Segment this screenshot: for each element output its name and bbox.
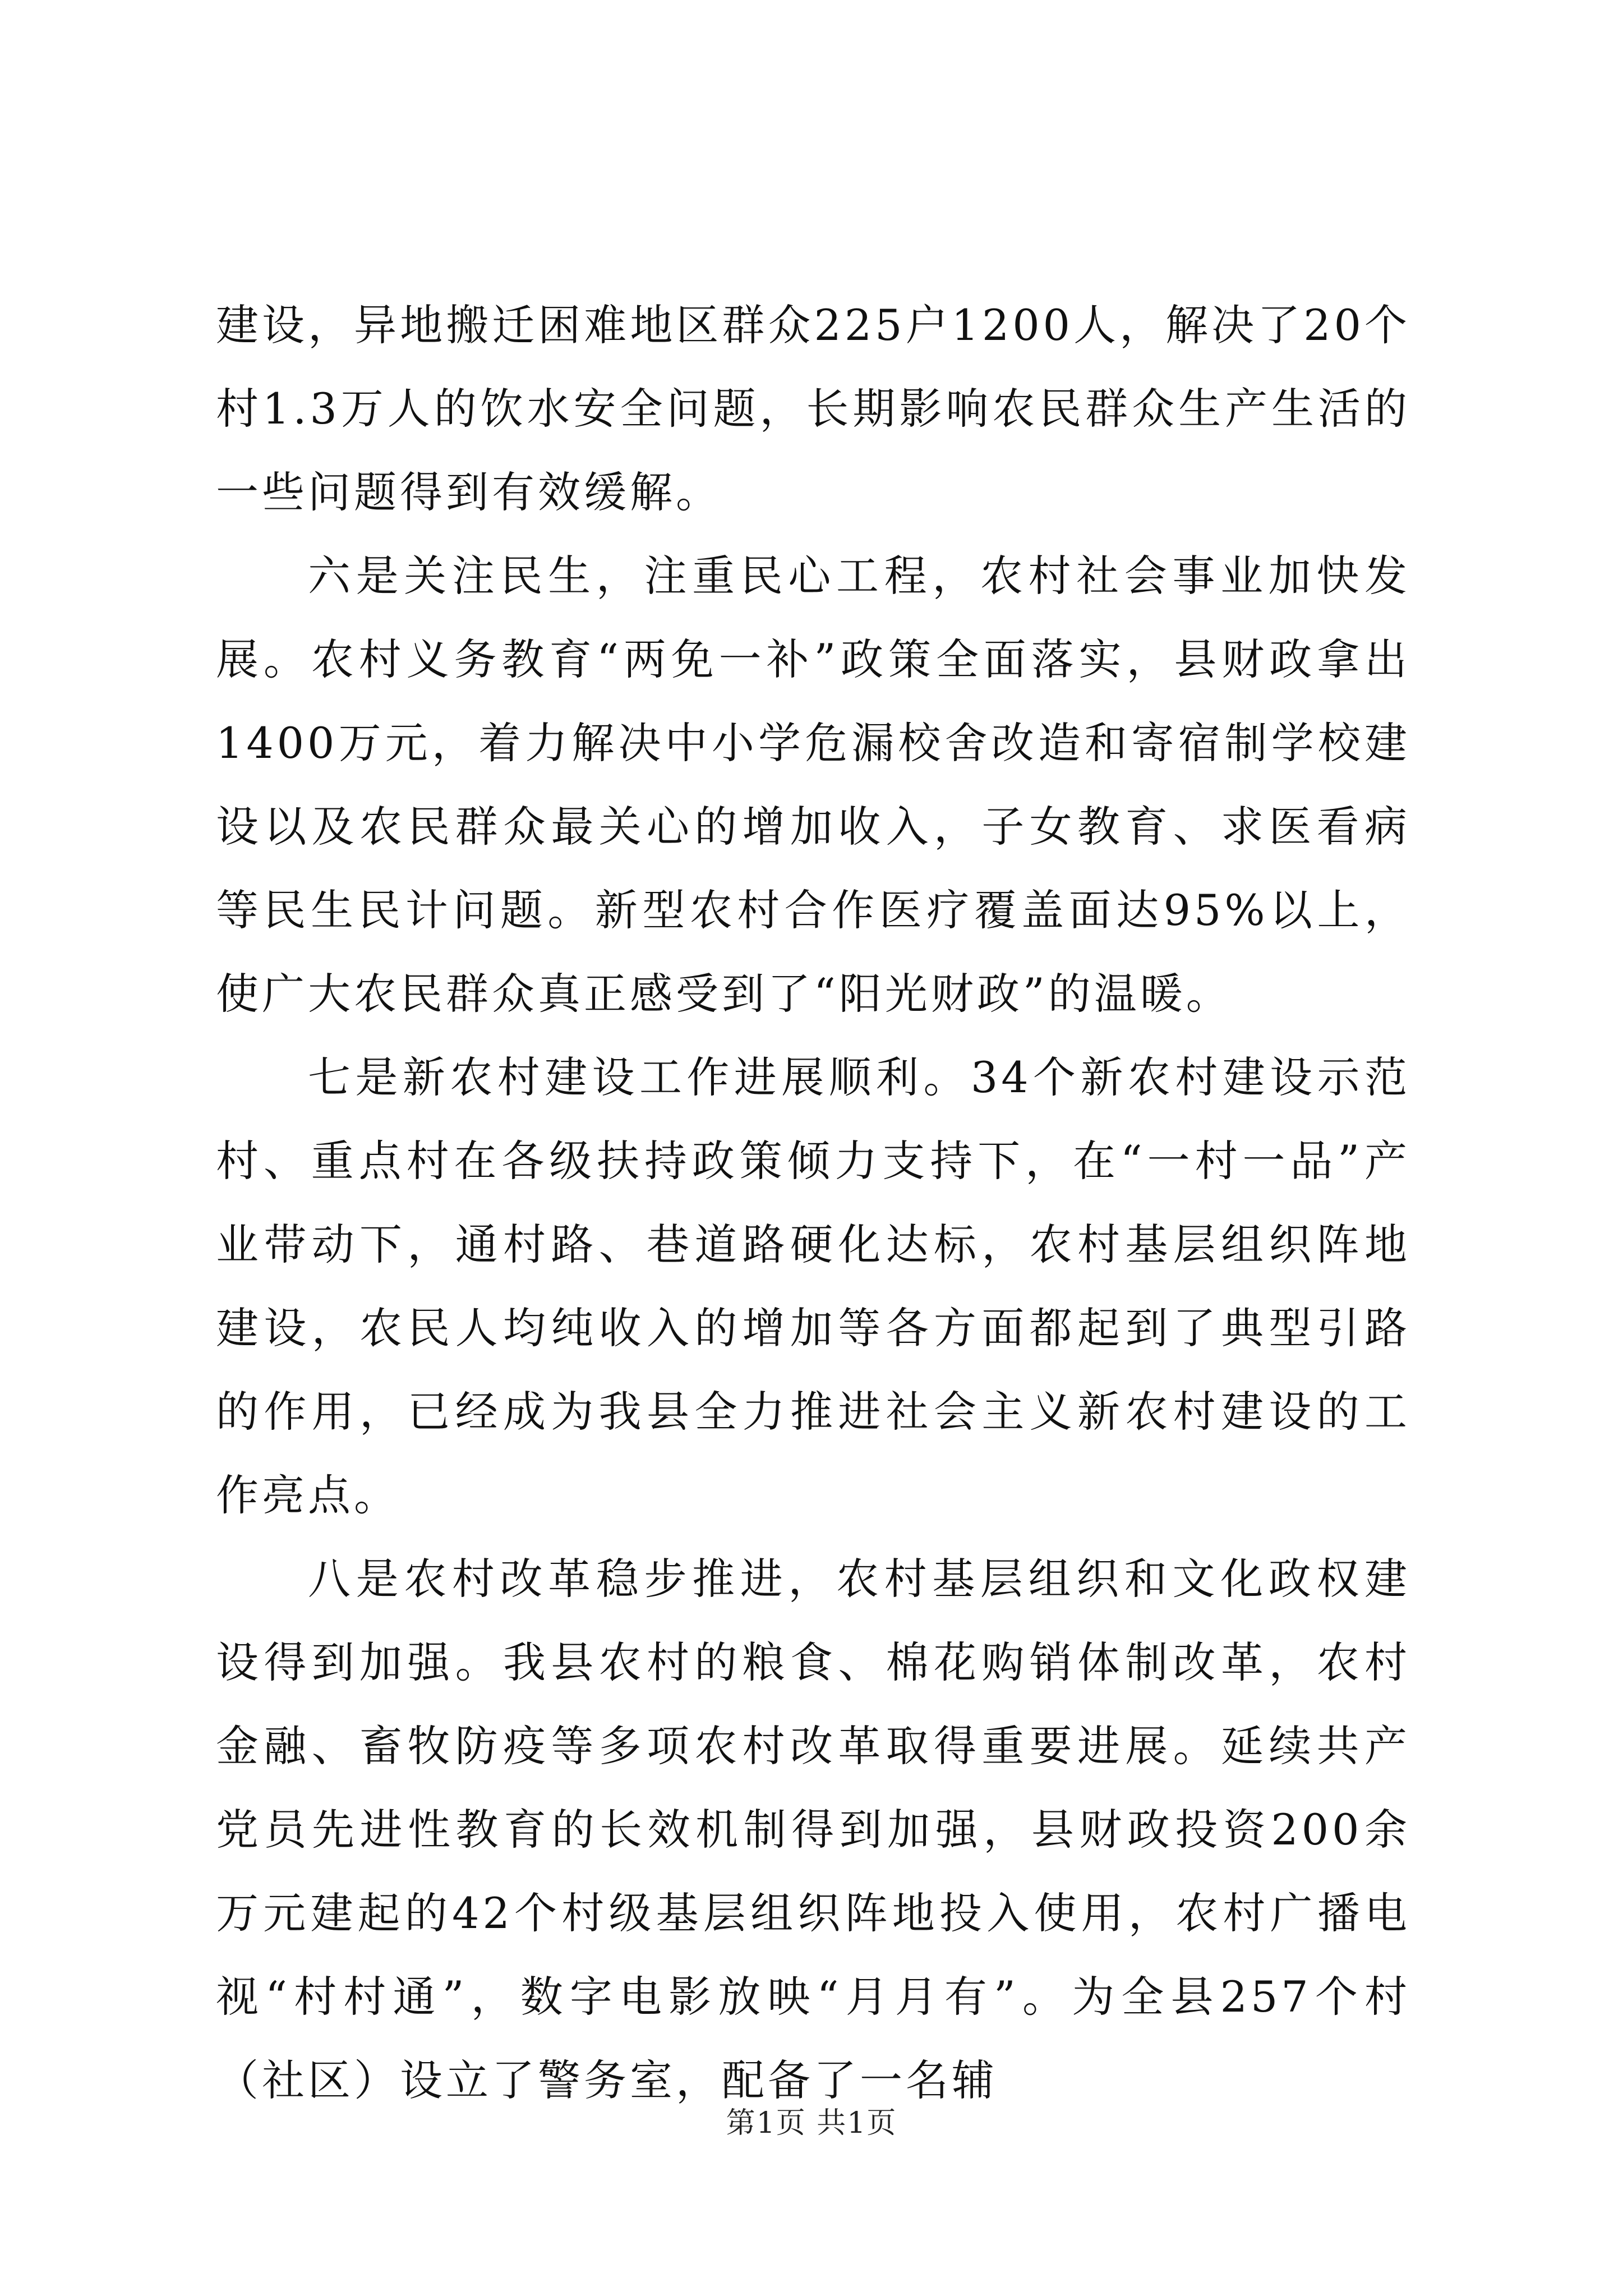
page-footer: 第1页 共1页 — [726, 2106, 897, 2140]
paragraph-item-7: 七是新农村建设工作进展顺利。34个新农村建设示范村、重点村在各级扶持政策倾力支持下，在“一村一品”产业带动下，通村路、巷道路硬化达标，农村基层组织阵地建设，农民人均纯收入的增加等各方面都起到了典型引路的作用，已经成为我县全力推进社会主义新农村建设的工作亮点。 — [216, 1052, 1410, 1520]
paragraph-item-6: 六是关注民生，注重民心工程，农村社会事业加快发展。农村义务教育“两免一补”政策全面落实，县财政拿出1400万元，着力解决中小学危漏校舍改造和寄宿制学校建设以及农民群众最关心的增加收入，子女教育、求医看病等民生民计问题。新型农村合作医疗覆盖面达95%以上，使广大农民群众真正感受到了“阳光财政”的温暖。 — [216, 551, 1410, 1019]
paragraph-continuation: 建设，异地搬迁困难地区群众225户1200人，解决了20个村1.3万人的饮水安全问题，长期影响农民群众生产生活的一些问题得到有效缓解。 — [216, 300, 1410, 517]
document-body — [216, 283, 1410, 2122]
paragraph-item-8: 八是农村改革稳步推进，农村基层组织和文化政权建设得到加强。我县农村的粮食、棉花购销体制改革，农村金融、畜牧防疫等多项农村改革取得重要进展。延续共产党员先进性教育的长效机制得到加强，县财政投资200余万元建起的42个村级基层组织阵地投入使用，农村广播电视“村村通”，数字电影放映“月月有”。为全县257个村（社区）设立了警务室，配备了一名辅 — [216, 1554, 1410, 2105]
